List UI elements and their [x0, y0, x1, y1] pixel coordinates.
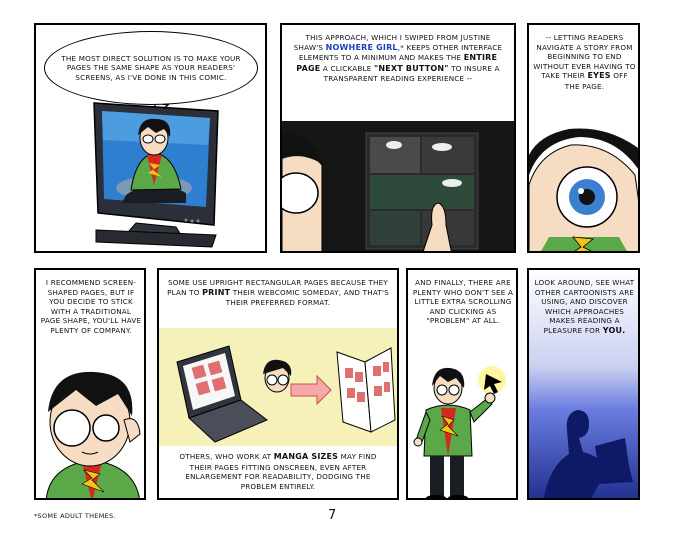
panel-3-caption: -- LETTING READERS NAVIGATE A STORY FROM BEGINNING TO END WITHOUT EVER HAVING TO TAKE THEIR EYES OFF THE PAGE.	[533, 33, 636, 91]
panel-1-text: THE MOST DIRECT SOLUTION IS TO MAKE YOUR PAGES THE SAME SHAPE AS YOUR READERS' SCREENS, AS I'VE DONE IN THIS COMIC.	[61, 53, 241, 82]
panel-1-balloon	[44, 31, 258, 105]
panel-2-caption: THIS APPROACH, WHICH I SWIPED FROM JUSTINE SHAW'S NOWHERE GIRL,* KEEPS OTHER INTERFACE ELEMENTS TO A MINIMUM AND MAKES THE ENTIRE PAGE A CLICKABLE "NEXT BUTTON" TO INSURE A TRANSPARENT READING EXPERIENCE --	[282, 25, 514, 121]
footnote: *SOME ADULT THEMES.	[34, 512, 116, 520]
panel-2	[280, 23, 516, 253]
panel-1	[34, 23, 267, 253]
nowhere-girl-title: NOWHERE GIRL	[325, 42, 398, 52]
panel-3	[527, 23, 640, 253]
panel-6	[406, 268, 518, 500]
panel-7-caption: LOOK AROUND, SEE WHAT OTHER CARTOONISTS ARE USING, AND DISCOVER WHICH APPROACHES MAKES READING A PLEASURE FOR YOU.	[534, 278, 635, 335]
panel-7	[527, 268, 640, 500]
panel-5-top-caption: SOME USE UPRIGHT RECTANGULAR PAGES BECAUSE THEY PLAN TO PRINT THEIR WEBCOMIC SOMEDAY, AND THAT'S THEIR PREFERRED FORMAT.	[159, 270, 397, 328]
panel-5	[157, 268, 399, 500]
panel-6-caption	[412, 278, 514, 326]
panel-4	[34, 268, 146, 500]
panel-5-bottom-caption: OTHERS, WHO WORK AT MANGA SIZES MAY FIND THEIR PAGES FITTING ONSCREEN, EVEN AFTER ENLARGEMENT FOR READABILITY, DODGING THE PROBLEM ENTIRELY.	[159, 446, 397, 498]
panel-4-caption	[40, 278, 142, 335]
panel-4-text: I RECOMMEND SCREEN-SHAPED PAGES, BUT IF YOU DECIDE TO STICK WITH A TRADITIONAL PAGE SHAPE, YOU'LL HAVE PLENTY OF COMPANY.	[40, 278, 142, 335]
page-number: 7	[328, 508, 337, 523]
panel-6-text: AND FINALLY, THERE ARE PLENTY WHO DON'T SEE A LITTLE EXTRA SCROLLING AND CLICKING AS "PROBLEM" AT ALL.	[412, 278, 514, 325]
